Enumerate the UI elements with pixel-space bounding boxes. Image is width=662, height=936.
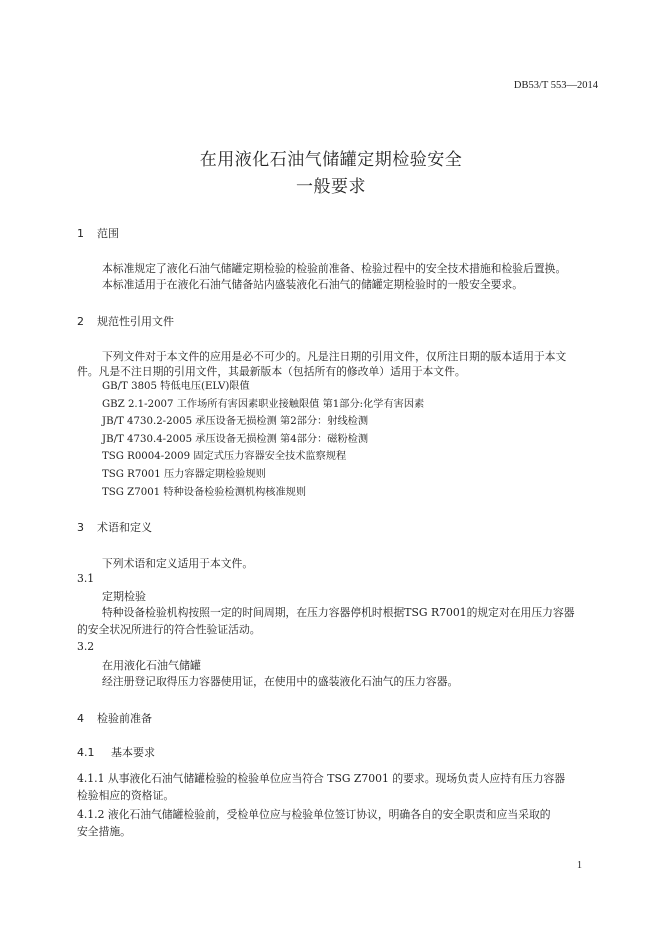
subsection-heading <box>77 744 155 760</box>
reference-item: JB/T 4730.4-2005 承压设备无损检测 第4部分：磁粉检测 <box>102 433 369 445</box>
reference-item: TSG R0004-2009 固定式压力容器安全技术监察规程 <box>102 451 347 463</box>
document-title-line2: 一般要求 <box>296 177 366 197</box>
term-number: 3.1 <box>77 572 95 585</box>
section-number: 2 <box>77 315 84 328</box>
reference-list <box>102 378 424 501</box>
section-4-heading <box>77 710 152 726</box>
term-definition: 特种设备检验机构按照一定的时间周期，在压力容器停机时根据TSG R7001的规定对在用压力容器 <box>102 606 575 619</box>
paragraph: 下列文件对于本文件的应用是必不可少的。凡是注日期的引用文件，仅所注日期的版本适用于本文 <box>102 350 567 363</box>
term-definition-continuation: 的安全状况所进行的符合性验证活动。 <box>77 623 261 636</box>
paragraph-continuation: 件。凡是不注日期的引用文件，其最新版本（包括所有的修改单）适用于本文件。 <box>77 365 466 378</box>
section-2-heading <box>77 313 174 329</box>
section-title: 规范性引用文件 <box>97 315 174 328</box>
section-3-heading <box>77 519 152 535</box>
term-heading: 在用液化石油气储罐 <box>102 659 201 672</box>
page-number: 1 <box>577 860 582 871</box>
section-title: 范围 <box>97 227 119 240</box>
section-number: 1 <box>77 227 84 240</box>
section-title: 检验前准备 <box>97 712 152 725</box>
reference-item: GB/T 3805 特低电压(ELV)限值 <box>102 381 250 392</box>
clause: 4.1.1 从事液化石油气储罐检验的检验单位应当符合 TSG Z7001 的要求。现场负责人应持有压力容器 <box>77 772 566 785</box>
subsection-title: 基本要求 <box>111 746 155 759</box>
reference-item: JB/T 4730.2-2005 承压设备无损检测 第2部分：射线检测 <box>102 416 369 428</box>
term-number: 3.2 <box>77 640 95 653</box>
paragraph: 本标准适用于在液化石油气储备站内盛装液化石油气的储罐定期检验时的一般安全要求。 <box>102 278 524 291</box>
term-definition: 经注册登记取得压力容器使用证，在使用中的盛装液化石油气的压力容器。 <box>102 675 459 688</box>
reference-item: TSG Z7001 特种设备检验检测机构核准规则 <box>102 486 307 498</box>
reference-item: GBZ 2.1-2007 工作场所有害因素职业接触限值 第1部分:化学有害因素 <box>102 398 425 410</box>
term-heading: 定期检验 <box>102 590 146 603</box>
section-1-heading <box>77 225 119 241</box>
clause-continuation: 安全措施。 <box>77 825 131 838</box>
section-number: 3 <box>77 521 84 534</box>
section-title: 术语和定义 <box>97 521 152 534</box>
document-id: DB53/T 553—2014 <box>513 80 598 91</box>
section-number: 4 <box>77 712 84 725</box>
reference-item: TSG R7001 压力容器定期检验规则 <box>102 468 266 480</box>
document-title-line1: 在用液化石油气储罐定期检验安全 <box>199 150 463 170</box>
clause: 4.1.2 液化石油气储罐检验前，受检单位应与检验单位签订协议，明确各自的安全职责和应当采取的 <box>77 808 551 821</box>
subsection-number: 4.1 <box>77 746 95 759</box>
paragraph: 本标准规定了液化石油气储罐定期检验的检验前准备、检验过程中的安全技术措施和检验后置换。 <box>102 262 567 275</box>
clause-continuation: 检验相应的资格证。 <box>77 789 175 802</box>
paragraph: 下列术语和定义适用于本文件。 <box>102 557 254 570</box>
